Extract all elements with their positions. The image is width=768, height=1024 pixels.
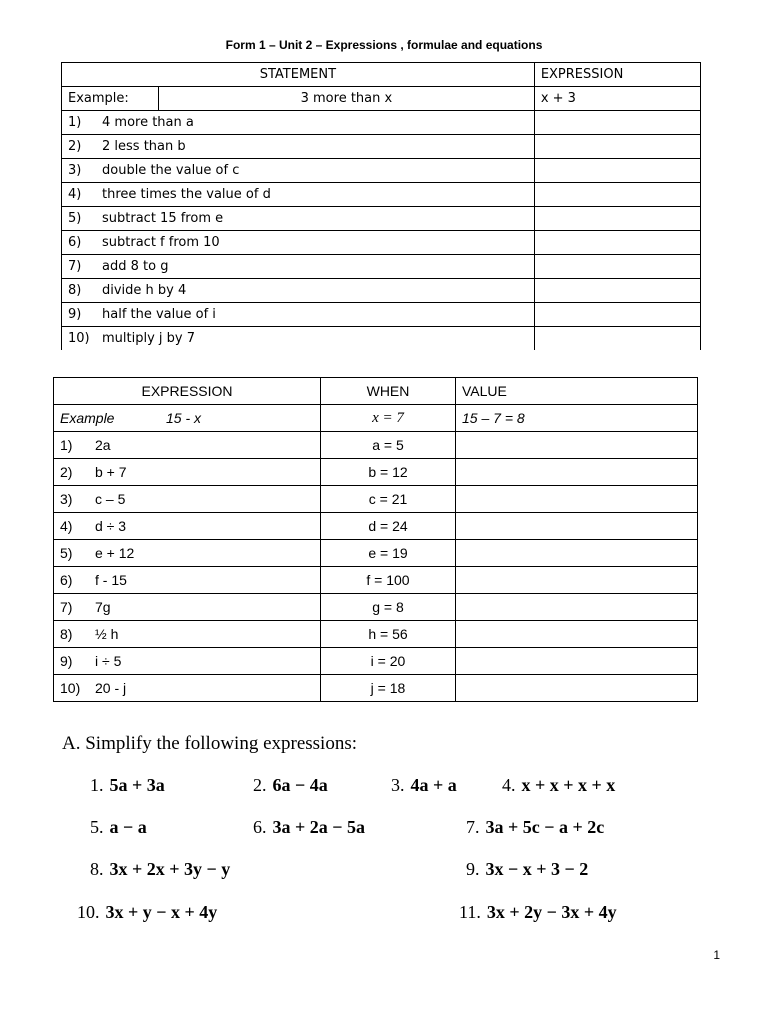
expression-text: d ÷ 3 (95, 518, 127, 534)
problem-number: 9. (466, 859, 480, 879)
expression-answer-cell[interactable] (534, 327, 700, 351)
problem-item (90, 817, 147, 838)
problem-expression: 3x + 2y − 3x + 4y (486, 902, 617, 922)
value-answer-cell[interactable] (456, 621, 698, 648)
expression-answer-cell[interactable] (534, 279, 700, 303)
problem-item (466, 817, 604, 838)
row-number: 5) (68, 211, 82, 226)
when-cell: e = 19 (321, 540, 456, 567)
expression-text: c – 5 (95, 491, 126, 507)
statement-expression-table (61, 62, 701, 350)
table-row (62, 207, 701, 231)
row-number: 1) (68, 115, 82, 130)
problem-expression: 6a − 4a (272, 775, 328, 795)
expression-answer-cell[interactable] (534, 255, 700, 279)
statement-text: half the value of i (102, 307, 216, 322)
problem-item (77, 902, 217, 923)
statement-text: double the value of c (102, 163, 240, 178)
row-number: 2) (60, 464, 73, 480)
problem-number: 3. (391, 775, 405, 795)
table-row (54, 621, 698, 648)
example-statement: 3 more than x (159, 87, 535, 111)
table-row (54, 432, 698, 459)
table-row (62, 135, 701, 159)
example-when: x = 7 (321, 405, 456, 432)
expression-text: 20 - j (95, 680, 127, 696)
problem-expression: 3x + 2x + 3y − y (109, 859, 231, 879)
table-header-row (54, 378, 698, 405)
expression-cell (54, 459, 321, 486)
when-header: WHEN (321, 378, 456, 405)
value-answer-cell[interactable] (456, 513, 698, 540)
table-row (54, 459, 698, 486)
problem-expression: 3a + 5c − a + 2c (485, 817, 605, 837)
row-number: 7) (60, 599, 73, 615)
row-number: 6) (68, 235, 82, 250)
table-row (54, 567, 698, 594)
problem-expression: a − a (109, 817, 147, 837)
problem-number: 6. (253, 817, 267, 837)
row-number: 4) (68, 187, 82, 202)
example-row (62, 87, 701, 111)
problem-item (502, 775, 615, 796)
row-number: 8) (60, 626, 73, 642)
expression-text: i ÷ 5 (95, 653, 122, 669)
expression-text: 7g (95, 599, 111, 615)
table-row (54, 648, 698, 675)
table-row (62, 255, 701, 279)
problem-expression: x + x + x + x (521, 775, 616, 795)
statement-cell (62, 303, 535, 327)
statement-text: subtract f from 10 (102, 235, 220, 250)
statement-text: add 8 to g (102, 259, 169, 274)
value-answer-cell[interactable] (456, 594, 698, 621)
expression-answer-cell[interactable] (534, 111, 700, 135)
statement-text: 2 less than b (102, 139, 186, 154)
when-cell: j = 18 (321, 675, 456, 702)
problem-number: 11. (459, 902, 481, 922)
table-row (54, 540, 698, 567)
when-cell: f = 100 (321, 567, 456, 594)
problem-item (253, 775, 328, 796)
problem-number: 8. (90, 859, 104, 879)
table-row (62, 279, 701, 303)
row-number: 10) (68, 331, 90, 346)
row-number: 1) (60, 437, 73, 453)
problem-number: 4. (502, 775, 516, 795)
problem-item (90, 859, 230, 880)
statement-cell (62, 159, 535, 183)
expression-answer-cell[interactable] (534, 303, 700, 327)
row-number: 9) (60, 653, 73, 669)
row-number: 10) (60, 680, 81, 696)
statement-cell (62, 207, 535, 231)
problem-item (459, 902, 617, 923)
problem-item (391, 775, 457, 796)
problem-number: 1. (90, 775, 104, 795)
statement-cell (62, 231, 535, 255)
problem-number: 7. (466, 817, 480, 837)
statement-text: 4 more than a (102, 115, 194, 130)
row-number: 9) (68, 307, 82, 322)
problem-number: 10. (77, 902, 100, 922)
table-row (62, 327, 701, 351)
example-label: Example: (62, 87, 159, 111)
statement-text: subtract 15 from e (102, 211, 224, 226)
problem-number: 2. (253, 775, 267, 795)
problem-expression: 3x + y − x + 4y (105, 902, 218, 922)
when-cell: a = 5 (321, 432, 456, 459)
expression-cell (54, 594, 321, 621)
example-expression: 15 - x (166, 410, 202, 426)
table-row (62, 183, 701, 207)
expression-cell (54, 675, 321, 702)
table-row (54, 594, 698, 621)
value-answer-cell[interactable] (456, 648, 698, 675)
table-row (62, 303, 701, 327)
example-label: Example (60, 410, 115, 426)
expression-text: b + 7 (95, 464, 127, 480)
value-answer-cell[interactable] (456, 486, 698, 513)
statement-header: STATEMENT (62, 63, 535, 87)
expression-header: EXPRESSION (534, 63, 700, 87)
when-cell: h = 56 (321, 621, 456, 648)
expression-answer-cell[interactable] (534, 231, 700, 255)
statement-text: multiply j by 7 (102, 331, 196, 346)
problem-expression: 3x − x + 3 − 2 (485, 859, 589, 879)
statement-cell (62, 135, 535, 159)
expression-cell (54, 486, 321, 513)
row-number: 4) (60, 518, 73, 534)
expression-cell (54, 513, 321, 540)
statement-cell (62, 183, 535, 207)
when-cell: g = 8 (321, 594, 456, 621)
row-number: 7) (68, 259, 82, 274)
statement-cell (62, 111, 535, 135)
row-number: 5) (60, 545, 73, 561)
row-number: 2) (68, 139, 82, 154)
table-row (54, 513, 698, 540)
when-cell: b = 12 (321, 459, 456, 486)
row-number: 3) (68, 163, 82, 178)
statement-cell (62, 327, 535, 351)
expression-text: f - 15 (95, 572, 127, 588)
row-number: 8) (68, 283, 82, 298)
value-answer-cell[interactable] (456, 432, 698, 459)
when-cell: d = 24 (321, 513, 456, 540)
expression-answer-cell[interactable] (534, 207, 700, 231)
problem-item (90, 775, 165, 796)
statement-cell (62, 255, 535, 279)
expression-header: EXPRESSION (54, 378, 321, 405)
row-number: 3) (60, 491, 73, 507)
table-row (62, 111, 701, 135)
problem-expression: 3a + 2a − 5a (272, 817, 366, 837)
expression-cell (54, 540, 321, 567)
row-number: 6) (60, 572, 73, 588)
expression-cell (54, 432, 321, 459)
value-answer-cell[interactable] (456, 540, 698, 567)
value-header: VALUE (456, 378, 698, 405)
problem-expression: 5a + 3a (109, 775, 165, 795)
expression-cell (54, 648, 321, 675)
section-a-heading: A. Simplify the following expressions: (62, 733, 358, 754)
expression-answer-cell[interactable] (534, 135, 700, 159)
expression-cell (54, 567, 321, 594)
problem-item (253, 817, 365, 838)
expression-answer-cell[interactable] (534, 159, 700, 183)
table-header-row (62, 63, 701, 87)
example-row (54, 405, 698, 432)
expression-cell (54, 621, 321, 648)
value-answer-cell[interactable] (456, 459, 698, 486)
when-cell: i = 20 (321, 648, 456, 675)
table-row (54, 486, 698, 513)
expression-evaluation-table (53, 377, 698, 702)
statement-text: three times the value of d (102, 187, 271, 202)
example-expression: x + 3 (534, 87, 700, 111)
value-answer-cell[interactable] (456, 675, 698, 702)
problem-item (466, 859, 588, 880)
expression-text: 2a (95, 437, 111, 453)
table-row (54, 675, 698, 702)
table-row (62, 231, 701, 255)
expression-answer-cell[interactable] (534, 183, 700, 207)
problem-expression: 4a + a (410, 775, 457, 795)
page-title: Form 1 – Unit 2 – Expressions , formulae and equations (225, 38, 543, 52)
table-row (62, 159, 701, 183)
statement-text: divide h by 4 (102, 283, 187, 298)
example-value: 15 – 7 = 8 (456, 405, 698, 432)
expression-text: ½ h (95, 626, 119, 642)
statement-cell (62, 279, 535, 303)
value-answer-cell[interactable] (456, 567, 698, 594)
problem-number: 5. (90, 817, 104, 837)
expression-text: e + 12 (95, 545, 135, 561)
page-number: 1 (713, 948, 720, 962)
when-cell: c = 21 (321, 486, 456, 513)
example-cell (54, 405, 321, 432)
